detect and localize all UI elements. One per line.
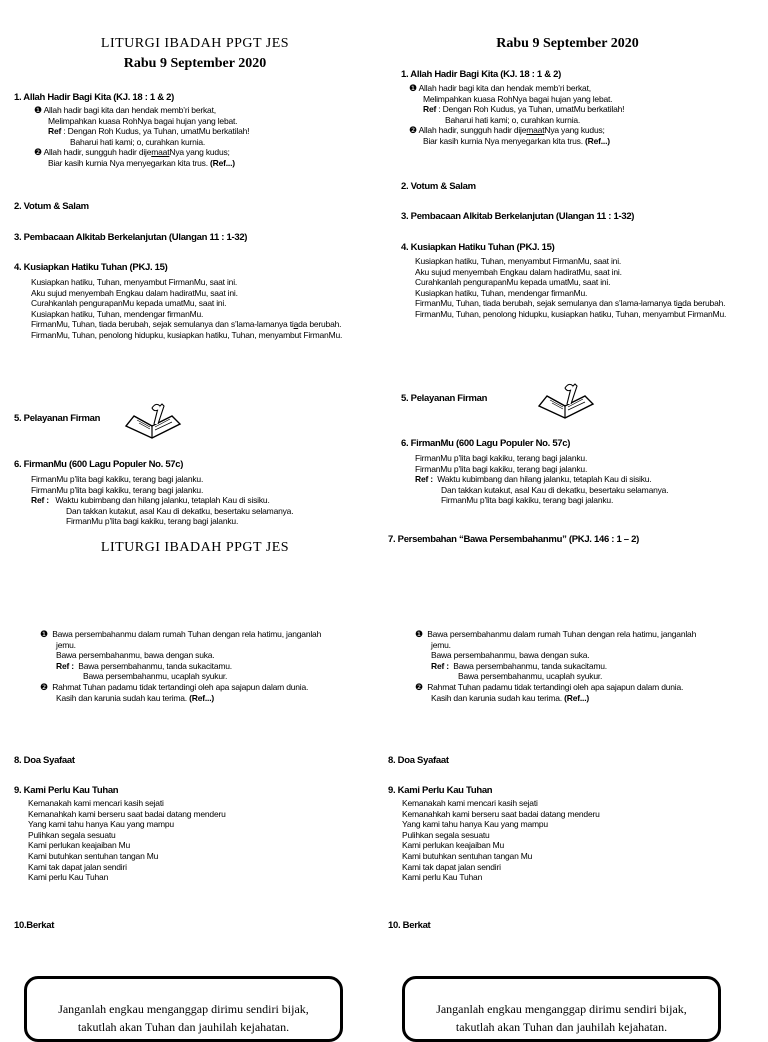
bullet-2-icon: ❷ (409, 125, 417, 136)
bullet-1-icon: ❶ (409, 83, 417, 93)
bullet-2-icon: ❷ (415, 681, 423, 692)
left-song4: Kusiapkan hatiku, Tuhan, menyambut FirmanMu, saat ini. Aku sujud menyembah Engkau dalam hadiratMu, saat ini. Curahkanlah pengurapanMu kepada umatMu, saat ini. Kusiapkan hatiku, Tuhan, mendengar firmanMu. FirmanMu, Tuhan, tiada berubah, sejak semulanya dan s’lama-lamanya tiada berubah. FirmanMu, Tuhan, penolong hidupku, kusiapkan hatiku, Tuhan, menyambut FirmanMu. (31, 277, 343, 340)
right-song1: ❶ Allah hadir bagi kita dan hendak memb’ri berkat, Melimpahkan kuasa RohNya bagai hujan yang lebat. Ref : Dengan Roh Kudus, ya Tuhan, umatMu berkatilah! Baharui hati kami; o, curahkan kurnia. ❷ Allah hadir, sungguh hadir dijemaatNya yang kudus; Biar kasih kurnia Nya menyegarkan kita trus. (Ref...) (409, 83, 625, 146)
bullet-2-icon: ❷ (34, 147, 42, 158)
closing-line-1: Janganlah engkau menganggap dirimu sendiri bijak, (58, 1002, 309, 1016)
left-item-10: 10.Berkat (14, 920, 55, 931)
right-song6: FirmanMu p’lita bagi kakiku, terang bagi jalanku. FirmanMu p’lita bagi kakiku, terang bagi jalanku. Ref : Waktu kubimbang dan hilang jalanku, tetaplah Kau di sisiku. Dan takkan kutakut, asal Kau di dekatku, besertaku selamanya. FirmanMu p’lita bagi kakiku, terang bagi jalanku. (415, 453, 669, 506)
right-song9: Kemanakah kami mencari kasih sejati Kemanahkah kami berseru saat badai datang menderu Yang kami tahu hanya Kau yang mampu Pulihkan segala sesuatu Kami perlukan keajaiban Mu Kami butuhkan sentuhan tangan Mu Kami tak dapat jalan sendiri Kami perlu Kau Tuhan (402, 798, 600, 883)
left-item-8: 8. Doa Syafaat (14, 755, 75, 766)
right-date: Rabu 9 September 2020 (496, 36, 639, 51)
right-item-2: 2. Votum & Salam (401, 181, 476, 192)
right-closing-box (402, 976, 721, 1042)
right-item-7: 7. Persembahan “Bawa Persembahanmu” (PKJ. 146 : 1 – 2) (388, 534, 639, 545)
right-item-10: 10. Berkat (388, 920, 431, 931)
left-item-3: 3. Pembacaan Alkitab Berkelanjutan (Ulangan 11 : 1-32) (14, 232, 248, 243)
right-item-9: 9. Kami Perlu Kau Tuhan (388, 785, 493, 796)
left-song1: ❶ Allah hadir bagi kita dan hendak memb’ri berkat, Melimpahkan kuasa RohNya bagai hujan yang lebat. Ref : Dengan Roh Kudus, ya Tuhan, umatMu berkatilah! Baharui hati kami; o, curahkan kurnia. ❷ Allah hadir, sungguh hadir dijemaatNya yang kudus; Biar kasih kurnia Nya menyegarkan kita trus. (Ref...) (34, 105, 250, 168)
open-bible-icon (535, 380, 597, 424)
left-song9: Kemanakah kami mencari kasih sejati Kemanahkah kami berseru saat badai datang menderu Yang kami tahu hanya Kau yang mampu Pulihkan segala sesuatu Kami perlukan keajaiban Mu Kami butuhkan sentuhan tangan Mu Kami tak dapat jalan sendiri Kami perlu Kau Tuhan (28, 798, 226, 883)
left-closing-box (24, 976, 343, 1042)
open-bible-icon (122, 400, 184, 444)
right-item-8: 8. Doa Syafaat (388, 755, 449, 766)
right-item-4: 4. Kusiapkan Hatiku Tuhan (PKJ. 15) (401, 242, 555, 253)
closing-line-1: Janganlah engkau menganggap dirimu sendiri bijak, (436, 1002, 687, 1016)
closing-line-2: takutlah akan Tuhan dan jauhilah kejahatan. (455, 1020, 668, 1034)
left-item-5: 5. Pelayanan Firman (14, 413, 101, 424)
closing-line-2: takutlah akan Tuhan dan jauhilah kejahatan. (77, 1020, 290, 1034)
left-item-9: 9. Kami Perlu Kau Tuhan (14, 785, 119, 796)
left-song7: ❶ Bawa persembahanmu dalam rumah Tuhan dengan rela hatimu, janganlah jemu. Bawa persembahanmu, bawa dengan suka. Ref : Bawa persembahanmu, tanda sukacitamu. Bawa persembahanmu, ucaplah syukur. ❷ Rahmat Tuhan padamu tidak tertandingi oleh apa sajapun dalam dunia. Kasih dan karunia sudah kau terima. (Ref...) (40, 629, 322, 703)
left-item-6: 6. FirmanMu (600 Lagu Populer No. 57c) (14, 459, 184, 470)
bullet-1-icon: ❶ (34, 105, 42, 115)
left-title: LITURGI IBADAH PPGT JES (100, 36, 290, 51)
left-song6: FirmanMu p’lita bagi kakiku, terang bagi jalanku. FirmanMu p’lita bagi kakiku, terang bagi jalanku. Ref : Waktu kubimbang dan hilang jalanku, tetaplah Kau di sisiku. Dan takkan kutakut, asal Kau di dekatku, besertaku selamanya. FirmanMu p’lita bagi kakiku, terang bagi jalanku. (31, 474, 294, 527)
left-date: Rabu 9 September 2020 (123, 56, 267, 71)
bullet-1-icon: ❶ (415, 629, 423, 639)
left-item-1: 1. Allah Hadir Bagi Kita (KJ. 18 : 1 & 2) (14, 92, 174, 103)
right-song7: ❶ Bawa persembahanmu dalam rumah Tuhan dengan rela hatimu, janganlah jemu. Bawa persembahanmu, bawa dengan suka. Ref : Bawa persembahanmu, tanda sukacitamu. Bawa persembahanmu, ucaplah syukur. ❷ Rahmat Tuhan padamu tidak tertandingi oleh apa sajapun dalam dunia. Kasih dan karunia sudah kau terima. (Ref...) (415, 629, 697, 703)
right-item-6: 6. FirmanMu (600 Lagu Populer No. 57c) (401, 438, 571, 449)
left-item-4: 4. Kusiapkan Hatiku Tuhan (PKJ. 15) (14, 262, 168, 273)
bullet-1-icon: ❶ (40, 629, 48, 639)
right-song4: Kusiapkan hatiku, Tuhan, menyambut FirmanMu, saat ini. Aku sujud menyembah Engkau dalam hadiratMu, saat ini. Curahkanlah pengurapanMu kepada umatMu, saat ini. Kusiapkan hatiku, Tuhan, mendengar firmanMu. FirmanMu, Tuhan, tiada berubah, sejak semulanya dan s’lama-lamanya tiada berubah. FirmanMu, Tuhan, penolong hidupku, kusiapkan hatiku, Tuhan, menyambut FirmanMu. (415, 256, 727, 319)
left-item-2: 2. Votum & Salam (14, 201, 89, 212)
left-title-2: LITURGI IBADAH PPGT JES (100, 540, 290, 555)
bullet-2-icon: ❷ (40, 681, 48, 692)
right-item-5: 5. Pelayanan Firman (401, 393, 488, 404)
right-item-3: 3. Pembacaan Alkitab Berkelanjutan (Ulangan 11 : 1-32) (401, 211, 635, 222)
right-item-1: 1. Allah Hadir Bagi Kita (KJ. 18 : 1 & 2) (401, 69, 561, 80)
